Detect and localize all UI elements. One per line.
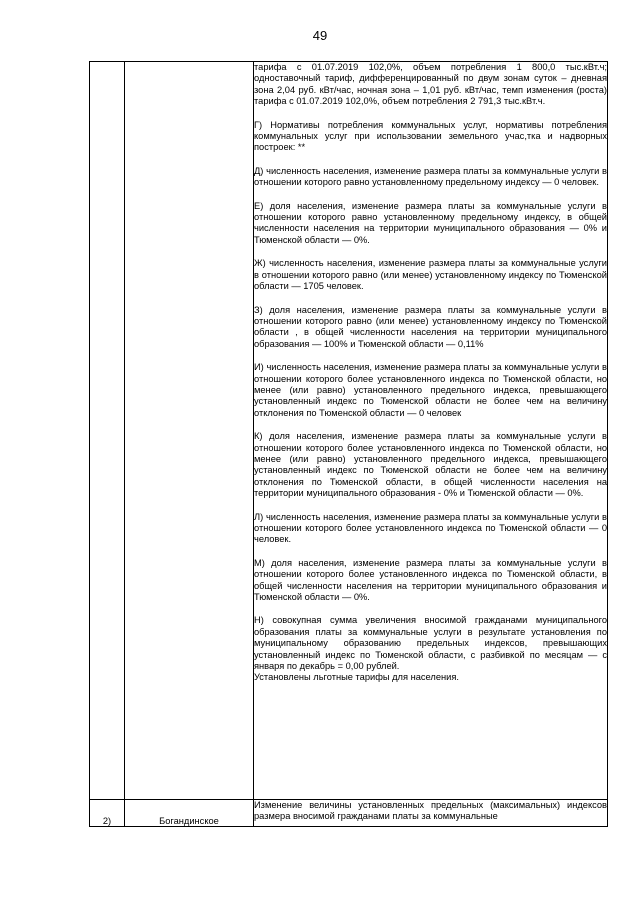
paragraph-tariff: тарифа с 01.07.2019 102,0%, объем потребления 1 800,0 тыс.кВт.ч; одноставочный тариф, дифференцированный по двум зонам суток – дневная зона 2,04 руб. кВт/час, ночная зона – 1,01 руб. кВт/час, темп изменения (роста) тарифа с 01.07.2019 102,0%, объем потребления 2 791,3 тыс.кВт.ч. bbox=[254, 62, 607, 107]
table-row bbox=[90, 800, 608, 827]
paragraph-l: Л) численность населения, изменение размера платы за коммунальные услуги в отношении которого более установленного индекса по Тюменской области — 0 человек. bbox=[254, 511, 607, 545]
row-text-cell bbox=[254, 62, 608, 800]
page-number: 49 bbox=[312, 28, 328, 43]
paragraph-zh: Ж) численность населения, изменение размера платы за коммунальные услуги в отношении которого равно (или менее) установленному индексу по Тюменской области — 1705 человек. bbox=[254, 258, 607, 292]
paragraph-i: И) численность населения, изменение размера платы за коммунальные услуги в отношении которого более установленного индекса по Тюменской области, но менее (или равно) установленного предельного индекса, превышающего установленный индекс по Тюменской области не более чем на величину отклонения по Тюменской области — 0 человек bbox=[254, 362, 607, 418]
data-table bbox=[89, 61, 608, 827]
paragraph-e: Е) доля населения, изменение размера платы за коммунальные услуги в отношении которого равно установленному предельному индексу, в общей численности населения на территории муниципального образования — 0% и Тюменской области — 0%. bbox=[254, 200, 607, 245]
row-text-cell: Изменение величины установленных предельных (максимальных) индексов размера вносимой гражданами платы за коммунальные bbox=[254, 800, 608, 827]
paragraph-m: М) доля населения, изменение размера платы за коммунальные услуги в отношении которого более установленного индекса по Тюменской области, в общей численности населения на территории муниципального образования и Тюменской области — 0%. bbox=[254, 557, 607, 603]
row-name-cell bbox=[125, 62, 254, 800]
paragraph-z: З) доля населения, изменение размера платы за коммунальные услуги в отношении которого равно (или менее) установленному индексу по Тюменской области , в общей численности населения на территории муниципального образования — 100% и Тюменской области — 0,11% bbox=[254, 304, 607, 349]
table-row bbox=[90, 62, 608, 800]
paragraph-n: Н) совокупная сумма увеличения вносимой гражданами муниципального образования платы за коммунальные услуги в результате установления по муниципальному образованию предельных индексов, превышающих установленный индекс по Тюменской области, с разбивкой по месяцам — с января по декабрь = 0,00 рублей. bbox=[254, 615, 607, 672]
paragraph-k: К) доля населения, изменение размера платы за коммунальные услуги в отношении которого более установленного индекса по Тюменской области, но менее (или равно) установленного предельного индекса, превышающего установленный индекс по Тюменской области не более чем на величину отклонения по Тюменской области, в общей численности населения на территории муниципального образования - 0% и Тюменской области — 0%. bbox=[254, 431, 607, 499]
paragraph-d: Д) численность населения, изменение размера платы за коммунальные услуги в отношении которого равно установленному предельному индексу — 0 человек. bbox=[254, 165, 607, 188]
municipality-name: Богандинское bbox=[125, 800, 254, 827]
row-number: 2) bbox=[90, 800, 125, 827]
row-number-cell bbox=[90, 62, 125, 800]
paragraph-benefit-tariffs: Установлены льготные тарифы для населения. bbox=[254, 672, 459, 683]
paragraph-g: Г) Нормативы потребления коммунальных услуг, нормативы потребления коммунальных услуг при использовании земельного учас,тка и надворных построек: ** bbox=[254, 119, 607, 153]
